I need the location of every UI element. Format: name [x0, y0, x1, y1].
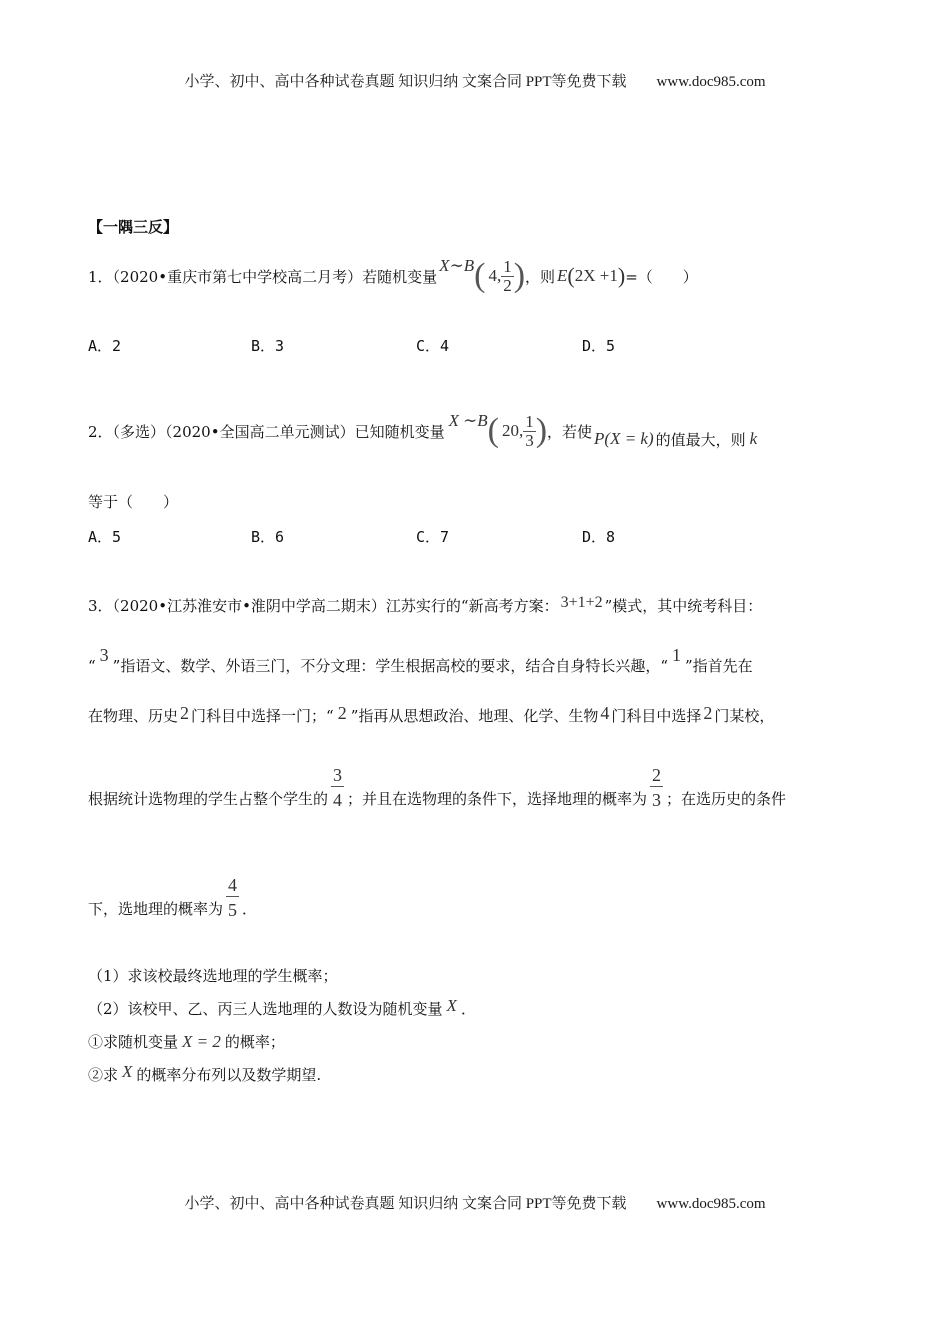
question-2 [88, 413, 757, 450]
header-text: 小学、初中、高中各种试卷真题 知识归纳 文案合同 PPT等免费下载 [184, 74, 627, 90]
q3-line4: 根据统计选物理的学生占整个学生的 $\frac{3}{4}$ ；并且在选物理的条件下，选择地理的概率为 $\frac{2}{3}$ ；在选历史的条件 [88, 765, 787, 810]
q2-option-d: D．8 [582, 528, 616, 546]
q1-option-c: C．4 [416, 337, 450, 355]
q3-sub4: ②求 X 的概率分布列以及数学期望. [88, 1062, 322, 1084]
q3-line3: 在物理、历史 2 门科目中选择一门；“ 2 ”指再从思想政治、地理、化学、生物 4 门科目中选择 2 门某校， [88, 703, 775, 725]
q1-var: X [439, 256, 450, 276]
q2-lparen: ( [487, 412, 499, 450]
q2-tail: 的值最大，则 [655, 430, 746, 449]
q3-one: 1 [672, 645, 682, 665]
q2-tilde: ∼ [462, 411, 478, 431]
q3-fraction-3-4: $\frac{3}{4}$ [333, 765, 343, 810]
q1-lparen: ( [474, 257, 486, 295]
q3-fraction-4-5: $\frac{4}{5}$ [228, 875, 238, 920]
q2-var: X [448, 411, 459, 431]
q3-three: 3 [99, 645, 109, 665]
q3-sub2: （2）该校甲、乙、丙三人选地理的人数设为随机变量 X ． [88, 996, 476, 1018]
q1-dist: B [463, 256, 475, 276]
q1-tilde: ∼ [449, 256, 464, 276]
footer-text: 小学、初中、高中各种试卷真题 知识归纳 文案合同 PPT等免费下载 [184, 1196, 627, 1212]
q2-p-fraction: $\frac{1}{3}$ [525, 412, 534, 450]
q1-rparen: ) [513, 257, 526, 295]
question-1: 1．（2020•重庆市第七中学校高二月考）若随机变量 X ∼ B ( 4, $\frac{1}{2}$ ) ，则 E ( 2X +1 ) =（ ） [88, 256, 698, 295]
q2-n: 20, [501, 421, 524, 441]
page-header [0, 70, 950, 91]
footer-site: www.doc985.com [656, 1196, 766, 1212]
q1-tail: =（ ） [625, 267, 698, 286]
q2-prob: P(X = k) [594, 429, 654, 449]
q2-option-b: B．6 [251, 528, 285, 546]
q1-prefix: 1．（2020•重庆市第七中学校高二月考）若随机变量 [88, 267, 438, 286]
q1-option-b: B．3 [251, 337, 285, 355]
q3-line1: 3．（2020•江苏淮安市•淮阴中学高二期末）江苏实行的“新高考方案： 3+1+2 ”模式，其中统考科目： [88, 594, 763, 615]
q3-fraction-2-3: $\frac{2}{3}$ [652, 765, 662, 810]
q2-option-c: C．7 [416, 528, 450, 546]
q3-sub1: （1）求该校最终选地理的学生概率； [88, 967, 338, 985]
q2-line2: 等于（ ） [88, 493, 179, 511]
page-footer [0, 1192, 950, 1213]
q1-expr-inner: 2X +1 [574, 266, 618, 286]
q3-line5: 下，选地理的概率为 $\frac{4}{5}$ ． [88, 875, 258, 920]
q3-sub3: ①求随机变量 X = 2 的概率； [88, 1032, 285, 1051]
q1-p-fraction: $\frac{1}{2}$ [503, 257, 512, 295]
q3-line2: “3”指语文、数学、外语三门，不分文理：学生根据高校的要求，结合自身特长兴趣，“1”指首先在 [88, 645, 753, 675]
q2-prefix: 2．（多选）（2020•全国高二单元测试）已知随机变量 [88, 422, 445, 441]
q1-mid: ，则 [525, 267, 556, 286]
q2-dist: B [477, 411, 488, 431]
q2-k: k [749, 429, 758, 449]
q1-n: 4, [488, 266, 502, 286]
section-title: 【一隅三反】 [88, 218, 179, 236]
q1-option-a: A．2 [88, 337, 122, 355]
q1-expr-E: E [557, 266, 568, 286]
q2-mid: ，若使 [547, 422, 593, 441]
q3-scheme: 3+1+2 [560, 594, 603, 611]
q1-option-d: D．5 [582, 337, 616, 355]
header-site: www.doc985.com [656, 74, 766, 90]
q2-option-a: A．5 [88, 528, 122, 546]
q2-rparen: ) [535, 412, 548, 450]
